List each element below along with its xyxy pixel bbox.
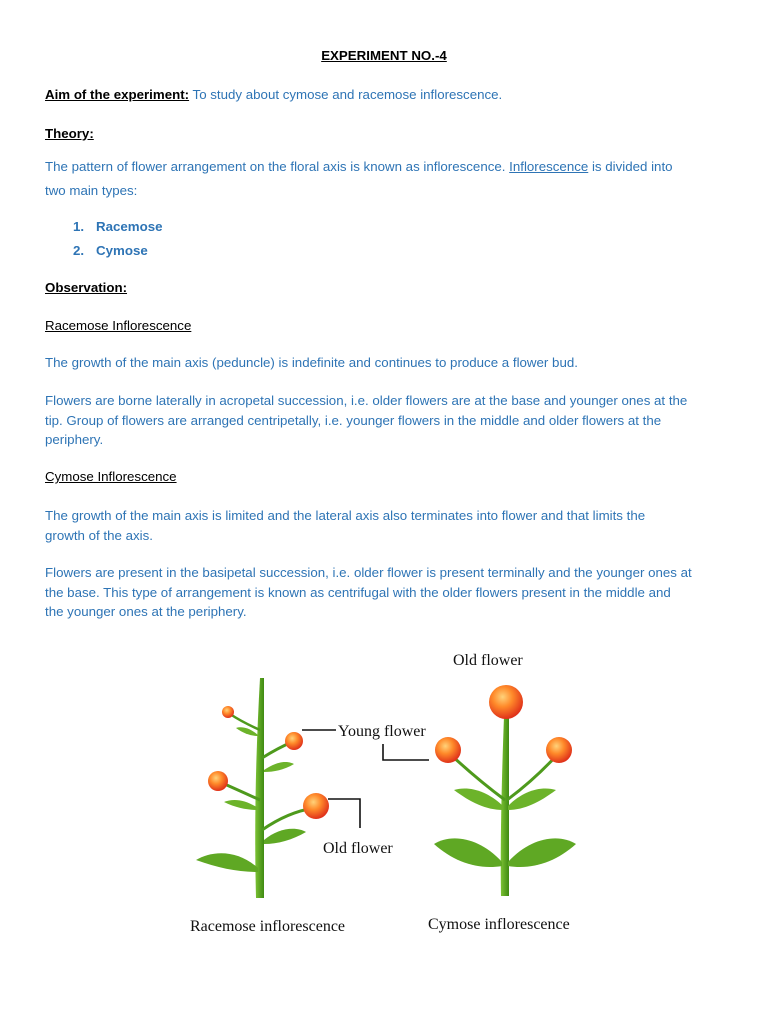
cymose-paragraph-2 <box>45 563 692 622</box>
theory-line-2: two main types: <box>45 183 138 198</box>
inflorescence-illustration <box>178 640 594 940</box>
cymose-paragraph-1 <box>45 506 645 545</box>
cymose-heading: Cymose Inflorescence <box>45 469 177 484</box>
flower <box>208 771 228 791</box>
text-line: periphery. <box>45 432 104 447</box>
text-line: the base. This type of arrangement is known as centrifugal with the older flowers present in the middle and <box>45 584 671 600</box>
list-number: 1. <box>73 219 85 234</box>
theory-text: The pattern of flower arrangement on the floral axis is known as inflorescence. <box>45 159 506 174</box>
aim-text: To study about cymose and racemose inflorescence. <box>192 87 503 102</box>
racemose-paragraph-2 <box>45 391 687 450</box>
caption-racemose: Racemose inflorescence <box>190 918 346 935</box>
young-flower-cymose <box>546 737 572 763</box>
theory-line-1 <box>45 159 673 174</box>
inflorescence-term: Inflorescence <box>509 159 589 174</box>
label-young-flower: Young flower <box>338 723 426 740</box>
aim-label: Aim of the experiment: <box>45 87 190 102</box>
flower <box>285 732 303 750</box>
text-line: Flowers are present in the basipetal succession, i.e. older flower is present terminally and the younger ones at <box>45 565 692 580</box>
text-line: the younger ones at the periphery. <box>45 604 247 619</box>
theory-text-cont: is divided into <box>591 159 673 174</box>
inflorescence-figure <box>178 640 594 940</box>
list-number: 2. <box>73 243 85 258</box>
old-flower-cymose <box>489 685 523 719</box>
old-flower-racemose <box>303 793 329 819</box>
observation-heading: Observation: <box>45 280 128 295</box>
aim-line <box>45 87 502 102</box>
text-line: The growth of the main axis is limited and the lateral axis also terminates into flower and that limits the <box>45 508 646 523</box>
list-item-racemose <box>73 219 163 234</box>
text-line: tip. Group of flowers are arranged centripetally, i.e. younger flowers in the middle and older flowers at the <box>45 412 662 428</box>
list-item-cymose <box>73 243 148 258</box>
label-old-flower-top: Old flower <box>453 652 523 669</box>
racemose-heading: Racemose Inflorescence <box>45 318 192 333</box>
text-line: Flowers are borne laterally in acropetal succession, i.e. older flowers are at the base and younger ones at the <box>45 393 688 408</box>
young-flower-racemose <box>222 706 234 718</box>
text-line: growth of the axis. <box>45 527 153 543</box>
page-title: EXPERIMENT NO.-4 <box>321 48 447 63</box>
list-label: Racemose <box>96 219 163 234</box>
caption-cymose: Cymose inflorescence <box>428 916 570 933</box>
racemose-paragraph-1: The growth of the main axis (peduncle) is indefinite and continues to produce a flower bud. <box>45 355 578 370</box>
theory-heading: Theory: <box>45 126 94 141</box>
young-flower-cymose <box>435 737 461 763</box>
label-old-flower: Old flower <box>323 840 393 857</box>
list-label: Cymose <box>96 243 148 258</box>
